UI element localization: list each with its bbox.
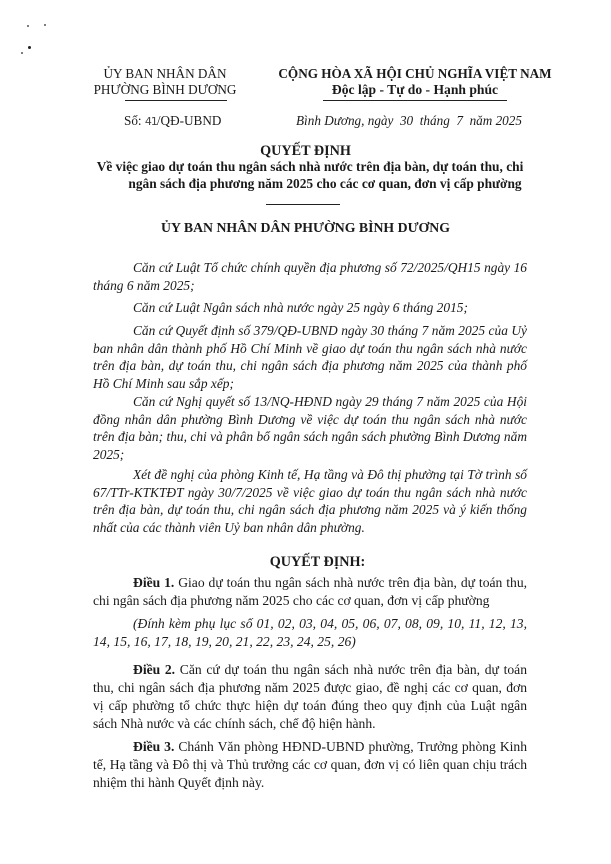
issuer-underline	[125, 100, 227, 101]
national-title-block	[265, 66, 565, 98]
article-1-annex-note: (Đính kèm phụ lục số 01, 02, 03, 04, 05, 06, 07, 08, 09, 10, 11, 12, 13, 14, 15, 16, 17, 18, 19, 20, 21, 22, 23, 24, 25, 26)	[93, 616, 527, 649]
article-2-label: Điều 2.	[133, 662, 176, 677]
legal-basis-4: Căn cứ Nghị quyết số 13/NQ-HĐND ngày 29 tháng 7 năm 2025 của Hội đồng nhân dân phường Bình Dương về việc dự toán thu ngân sách nhà nước trên địa bàn; thu, chi và phân bổ ngân sách ngân sách phường Bình Dương năm 2025;	[93, 394, 527, 462]
scan-speck	[28, 46, 31, 49]
issuer-line-2: PHƯỜNG BÌNH DƯƠNG	[93, 82, 237, 97]
article-1-text: Giao dự toán thu ngân sách nhà nước trên địa bàn, dự toán thu, chi ngân sách địa phương năm 2025 cho các cơ quan, đơn vị cấp phường	[93, 575, 528, 608]
issuing-authority: ỦY BAN NHÂN DÂN PHƯỜNG BÌNH DƯƠNG	[161, 220, 450, 235]
decision-title: QUYẾT ĐỊNH	[260, 143, 351, 159]
legal-basis-1: Căn cứ Luật Tổ chức chính quyền địa phương số 72/2025/QH15 ngày 16 tháng 6 năm 2025;	[93, 260, 527, 293]
national-title: CỘNG HÒA XÃ HỘI CHỦ NGHĨA VIỆT NAM	[278, 66, 552, 81]
article-2	[93, 661, 527, 733]
article-2-text: Căn cứ dự toán thu ngân sách nhà nước trên địa bàn, dự toán thu, chi ngân sách địa phương năm 2025 được giao, đề nghị các cơ quan, đơn vị cấp phường tổ chức thực hiện dự toán đúng theo quy định của Luật ngân sách Nhà nước và các chính sách, chế độ hiện hành.	[93, 662, 528, 731]
scan-speck	[44, 24, 46, 26]
issuer-line-1: ỦY BAN NHÂN DÂN	[103, 66, 227, 81]
legal-basis-3: Căn cứ Quyết định số 379/QĐ-UBND ngày 30 tháng 7 năm 2025 của Uỷ ban nhân dân thành phố Hồ Chí Minh về giao dự toán thu ngân sách nhà nước trên địa bàn, dự toán thu, chi ngân sách địa phương năm 2025 của thành phố Hồ Chí Minh sau sắp xếp;	[93, 323, 527, 391]
subject-line-1: Về việc giao dự toán thu ngân sách nhà nước trên địa bàn, dự toán thu, chi	[96, 159, 524, 174]
article-1-label: Điều 1.	[133, 575, 175, 590]
issuer-block	[90, 66, 240, 98]
scan-speck	[27, 25, 29, 27]
motto-underline	[323, 100, 507, 101]
article-3-label: Điều 3.	[133, 739, 175, 754]
title-underline	[266, 204, 340, 205]
national-motto: Độc lập - Tự do - Hạnh phúc	[331, 82, 499, 97]
number-suffix: /QĐ-UBND	[156, 113, 222, 128]
article-3	[93, 738, 527, 792]
legal-basis-5: Xét đề nghị của phòng Kinh tế, Hạ tầng và Đô thị phường tại Tờ trình số 67/TTr-KTKTĐT ngày 30/7/2025 về việc giao dự toán thu ngân sách nhà nước trên địa bàn, dự toán thu, chi ngân sách địa phương năm 2025 và ý kiến thống nhất của các thành viên Uỷ ban nhân dân phường.	[93, 467, 527, 535]
number-handwritten: 41	[144, 115, 157, 128]
article-1	[93, 574, 527, 610]
decision-heading: QUYẾT ĐỊNH:	[269, 554, 366, 570]
place-date: Bình Dương, ngày 30 tháng 7 năm 2025	[296, 113, 522, 128]
decision-subject	[40, 159, 580, 192]
document-number	[124, 113, 221, 129]
number-prefix: Số:	[124, 113, 145, 128]
legal-basis-2: Căn cứ Luật Ngân sách nhà nước ngày 25 ngày 6 tháng 2015;	[133, 300, 468, 315]
scan-speck	[21, 52, 23, 54]
article-3-text: Chánh Văn phòng HĐND-UBND phường, Trưởng phòng Kinh tế, Hạ tầng và Đô thị và Thủ trưởng các cơ quan, đơn vị có liên quan chịu trách nhiệm thi hành Quyết định này.	[93, 739, 528, 790]
subject-line-2: ngân sách địa phương năm 2025 cho các cơ quan, đơn vị cấp phường	[128, 175, 522, 191]
